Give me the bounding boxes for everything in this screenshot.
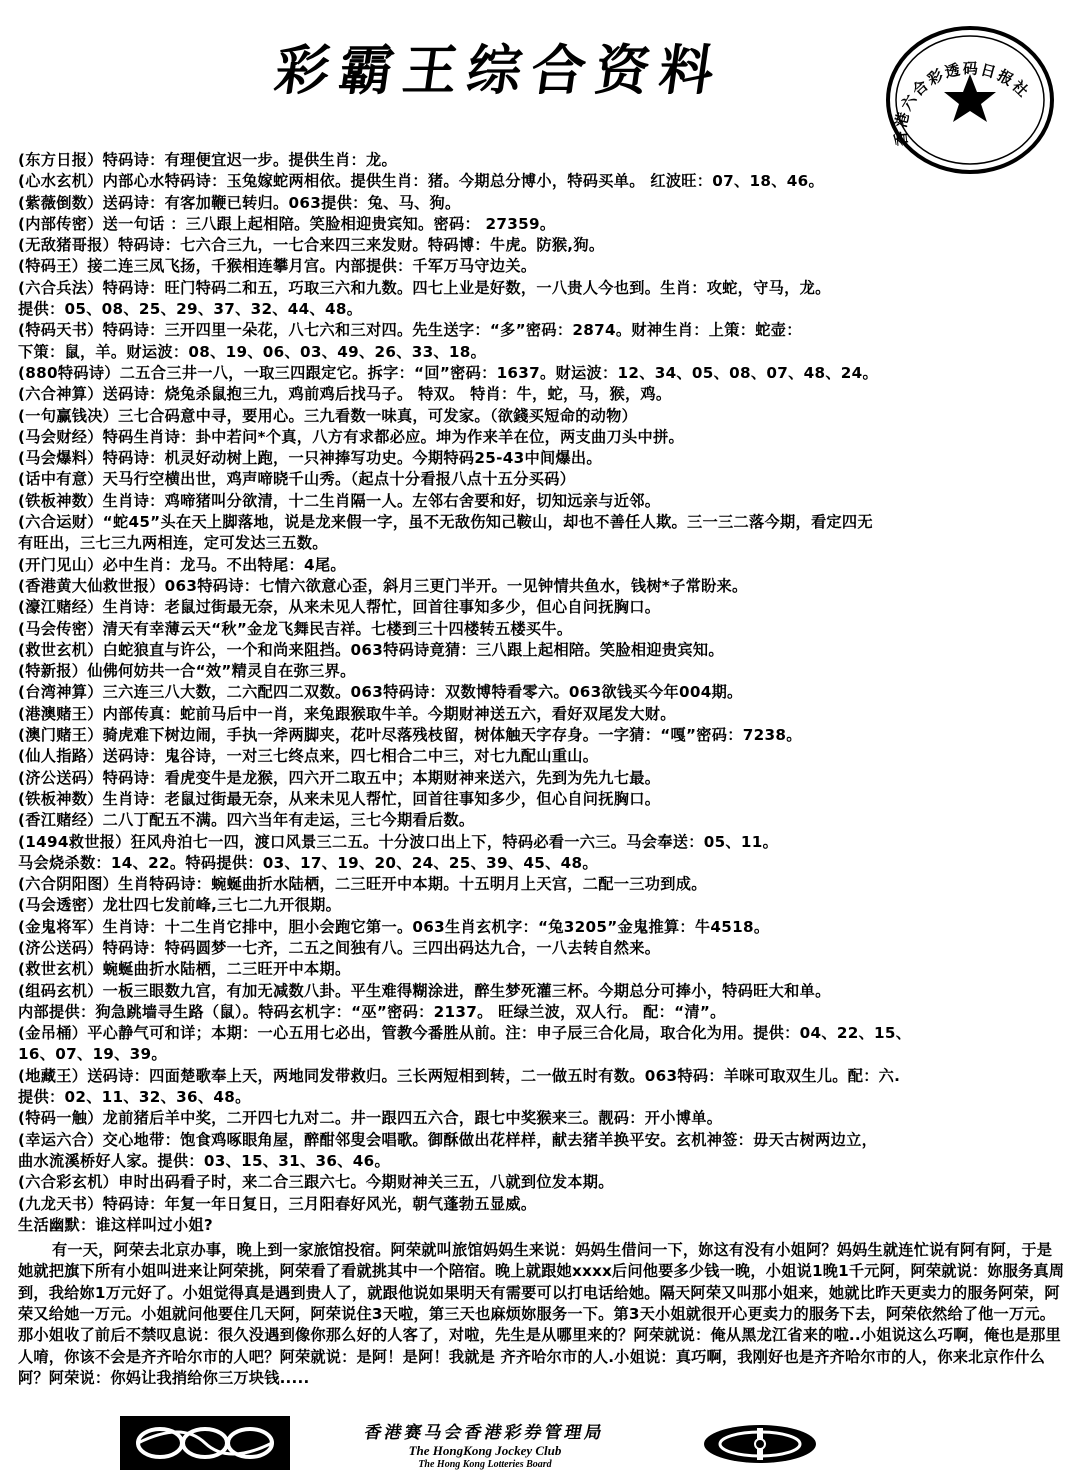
text-line: (心水玄机）内部心水特码诗：玉兔嫁蛇两相依。提供生肖：猪。今期总分博小，特码买单。 红波旺：07、18、46。 xyxy=(18,172,824,191)
text-line: (马会传密）清天有幸薄云天“秋”金龙飞舞民吉祥。七楼到三十四楼转五楼买牛。 xyxy=(18,619,573,638)
text-line: (救世玄机）白蛇狼直与许公，一个和尚来阻挡。063特码诗竟猜：三八跟上起相陪。笑脸相迎贵宾知。 xyxy=(18,640,724,659)
footer-organization xyxy=(300,1418,670,1470)
footer xyxy=(120,1416,840,1472)
text-line: (特新报）仙佛何妨共一合“效”精灵自在弥三界。 xyxy=(18,662,356,681)
text-line: (1494救世报）狂风舟泊七一四，渡口风景三二五。十分波口出上下，特码必看一六三。马会奉送：05、11。 xyxy=(18,832,779,851)
text-line: (特码天书）特码诗：三开四里一朵花，八七六和三对四。先生送字：“多”密码：2874。财神生肖：上策：蛇壶： xyxy=(18,321,802,340)
text-line: (金吊桶）平心静气可和详；本期：一心五用七必出，管教今番胜从前。注：申子辰三合化局，取合化为用。提供：04、22、15、 xyxy=(18,1024,912,1043)
org-english-sub: The Hong Kong Lotteries Board xyxy=(418,1459,552,1470)
text-line: (濠江赌经）生肖诗：老鼠过街最无奈，从来未见人帮忙，回首往事知多少，但心自问抚胸口。 xyxy=(18,598,661,617)
text-line: (六合运财）“蛇45”头在天上脚落地，说是龙来假一字，虽不无敌伤知己鞍山，却也不善任人欺。三一三二落今期，看定四无 xyxy=(18,513,873,532)
lottery-logo-icon xyxy=(120,1416,290,1470)
text-line: (紫薇倒数）送码诗：有客加鞭已转归。063提供：兔、马、狗。 xyxy=(18,193,461,212)
text-line: (话中有意）天马行空横出世，鸡声啼晓千山秀。（起点十分看报八点十五分买码） xyxy=(18,470,576,489)
text-line: (东方日报）特码诗：有理便宜迟一步。提供生肖：龙。 xyxy=(18,151,397,169)
text-line: (特码一触）龙前猪后羊中奖，二开四七九对二。井一跟四五六合，跟七中奖猴来三。靓码：开小博单。 xyxy=(18,1109,723,1128)
text-line: 曲水流溪桥好人家。提供：03、15、31、36、46。 xyxy=(18,1151,390,1170)
text-line: (六合彩玄机）申时出码看子时，来二合三跟六七。今期财神关三五，八就到位发本期。 xyxy=(18,1173,614,1192)
text-line: 马会烧杀数：14、22。特码提供：03、17、19、20、24、25、39、45、48。 xyxy=(18,853,598,872)
text-line: 提供：02、11、32、36、48。 xyxy=(18,1088,251,1107)
text-line: 内部提供：狗急跳墙寻生路（鼠）。特码玄机字：“巫”密码：2137。 旺绿兰波，双人行。 配：“清”。 xyxy=(18,1002,726,1021)
text-line: (开门见山）必中生肖：龙马。不出特尾：4尾。 xyxy=(18,555,346,574)
text-line: (880特码诗）二五合三井一八，一取三四跟定它。拆字：“回”密码：1637。财运波：12、34、05、08、07、48、24。 xyxy=(18,363,879,382)
star-icon xyxy=(944,74,996,122)
text-line: (济公送码）特码诗：特码圆梦一七齐，二五之间独有八。三四出码达九合，一八去转自然来。 xyxy=(18,938,661,957)
seal-text: 香港六合彩透码日报社 xyxy=(891,59,1034,147)
humor-story xyxy=(18,1240,1066,1389)
text-line: 提供：05、08、25、29、37、32、44、48。 xyxy=(18,300,363,319)
text-line: 16、07、19、39。 xyxy=(18,1045,167,1064)
text-line: (香江赌经）二八丁配五不满。四六当年有走运，三七今期看后数。 xyxy=(18,811,475,830)
text-line: 生活幽默：谁这样叫过小姐? xyxy=(18,1215,213,1234)
text-line: (港澳赌王）内部传真：蛇前马后中一肖，来兔跟猴取牛羊。今期财神送五六，看好双尾发大财。 xyxy=(18,704,676,723)
text-line: (六合阴阳图）生肖特码诗：蜿蜒曲折水陆栖，二三旺开中本期。十五明月上天宫，二配一三功到成。 xyxy=(18,875,707,894)
org-english: The HongKong Jockey Club xyxy=(408,1443,562,1458)
text-line: (一句赢钱决）三七合码意中寻，要用心。三九看数一味真，可发家。（欲錢买短命的动物） xyxy=(18,406,638,425)
text-line: (马会透密）龙壮四七发前峰,三七二九开很期。 xyxy=(18,896,342,915)
text-line: (无敌猪哥报）特码诗：七六合三九，一七合来四三来发财。特码博：牛虎。防猴,狗。 xyxy=(18,236,605,255)
text-line: (九龙天书）特码诗：年复一年日复日，三月阳春好风光，朝气蓬勃五显威。 xyxy=(18,1194,537,1213)
text-line: (内部传密）送一句话 ：三八跟上起相陪。笑脸相迎贵宾知。密码： 27359。 xyxy=(18,214,556,233)
text-line: 有旺出，三七三九两相连，定可发达三五数。 xyxy=(18,534,328,553)
org-chinese: 香港赛马会香港彩券管理局 xyxy=(362,1423,607,1443)
text-line: (组码玄机）一板三眼数九宫，有加无减数八卦。平生难得糊涂进，醉生梦死灌三杯。今期总分可捧小，特码旺大和单。 xyxy=(18,981,831,1000)
text-line: (金鬼将军）生肖诗：十二生肖它排中，胆小会跑它第一。063生肖玄机字：“兔3205”金鬼推算：牛4518。 xyxy=(18,917,770,936)
page-title: 彩霸王综合资料 xyxy=(271,38,729,102)
text-line: (地藏王）送码诗：四面楚歌奉上天，两地同发带救归。三长两短相到转，二一做五时有数。063特码：羊咪可取双生儿。配：六. xyxy=(18,1066,901,1085)
text-line: (救世玄机）蜿蜒曲折水陆栖，二三旺开中本期。 xyxy=(18,960,351,979)
story-paragraph: 有一天，阿荣去北京办事，晚上到一家旅馆投宿。阿荣就叫旅馆妈妈生来说：妈妈生借问一下，妳这有没有小姐阿？妈妈生就连忙说有阿有阿，于是她就把旗下所有小姐叫进来让阿荣挑，阿荣看了看就挑其中一个陪宿。晚上就跟她xxxx后问他要多少钱一晚，小姐说1晚1千元阿，阿荣就说：妳服务真周到，我给妳1万元好了。小姐觉得真是遇到贵人了，就跟他说如果明天有需要可以打电话给她。隔天阿荣又叫那小姐来，她就比昨天更卖力的服务阿荣，阿荣又给她一万元。小姐就问他要住几天阿，阿荣说住3天啦，第三天也麻烦妳服务一下。第3天小姐就很开心更卖力的服务下去，阿荣依然给了他一万元。那小姐收了前后不禁叹息说：很久没遇到像你那么好的人客了，对啦，先生是从哪里来的？阿荣就说：俺从黑龙江省来的啦..小姐说这么巧啊，俺也是那里人唷，你该不会是齐齐哈尔市的人吧？阿荣就说：是阿！是阿！我就是 齐齐哈尔市的人.小姐说：真巧啊，我刚好也是齐齐哈尔市的人，你来北京作什么阿？阿荣说：你妈让我捎给你三万块钱..... xyxy=(18,1241,1065,1387)
text-line: (特码王）接二连三凤飞扬，千猴相连攀月宫。内部提供：千军万马守边关。 xyxy=(18,257,537,276)
text-line: (幸运六合）交心地带：饱食鸡啄眼角屋，醉酣邻叟会唱歌。御酥做出花样样，献去猪羊换平安。玄机神签：毋天古树两边立， xyxy=(18,1130,878,1149)
text-line: (澳门赌王）骑虎难下树边闹，手执一斧两脚夹，花叶尽落残枝留，树体触天字存身。一字猜：“嘎”密码：7238。 xyxy=(18,726,802,745)
text-line: (铁板神数）生肖诗：鸡啼猪叫分欲清，十二生肖隔一人。左邻右舍要和好，切知远亲与近邻。 xyxy=(18,491,661,510)
tips-list xyxy=(18,150,1066,1236)
text-line: (铁板神数）生肖诗：老鼠过街最无奈，从来未见人帮忙，回首往事知多少，但心自问抚胸口。 xyxy=(18,789,661,808)
text-line: (六合兵法）特码诗：旺门特码二和五，巧取三六和九数。四七上业是好数，一八贵人今也到。生肖：攻蛇，守马，龙。 xyxy=(18,278,831,297)
text-line: (六合神算）送码诗：烧兔杀鼠抱三九，鸡前鸡后找马子。 特双。 特肖：牛，蛇，马，猴，鸡。 xyxy=(18,385,672,404)
text-line: (马会爆料）特码诗：机灵好动树上跑，一只神捧写功史。今期特码25-43中间爆出。 xyxy=(18,449,602,468)
text-line: (马会财经）特码生肖诗：卦中若问*个真，八方有求都必应。坤为作来羊在位，两支曲刀头中拼。 xyxy=(18,427,684,446)
content-body xyxy=(18,150,1066,1389)
text-line: (济公送码）特码诗：看虎变牛是龙猴，四六开二取五中；本期财神来送六，先到为先九七最。 xyxy=(18,768,661,787)
text-line: (台湾神算）三六连三八大数，二六配四二双数。063特码诗：双数博特看零六。063欲钱买今年004期。 xyxy=(18,683,743,702)
text-line: (香港黄大仙救世报）063特码诗：七情六欲意心歪，斜月三更门半开。一见钟情共鱼水，钱树*子常盼来。 xyxy=(18,576,748,595)
text-line: (仙人指路）送码诗：鬼谷诗，一对三七终点来，四七相合二中三，对七九配山重山。 xyxy=(18,747,599,766)
text-line: 下策：鼠，羊。财运波：08、19、06、03、49、26、33、18。 xyxy=(18,342,487,361)
jockey-club-logo-icon xyxy=(700,1422,820,1466)
